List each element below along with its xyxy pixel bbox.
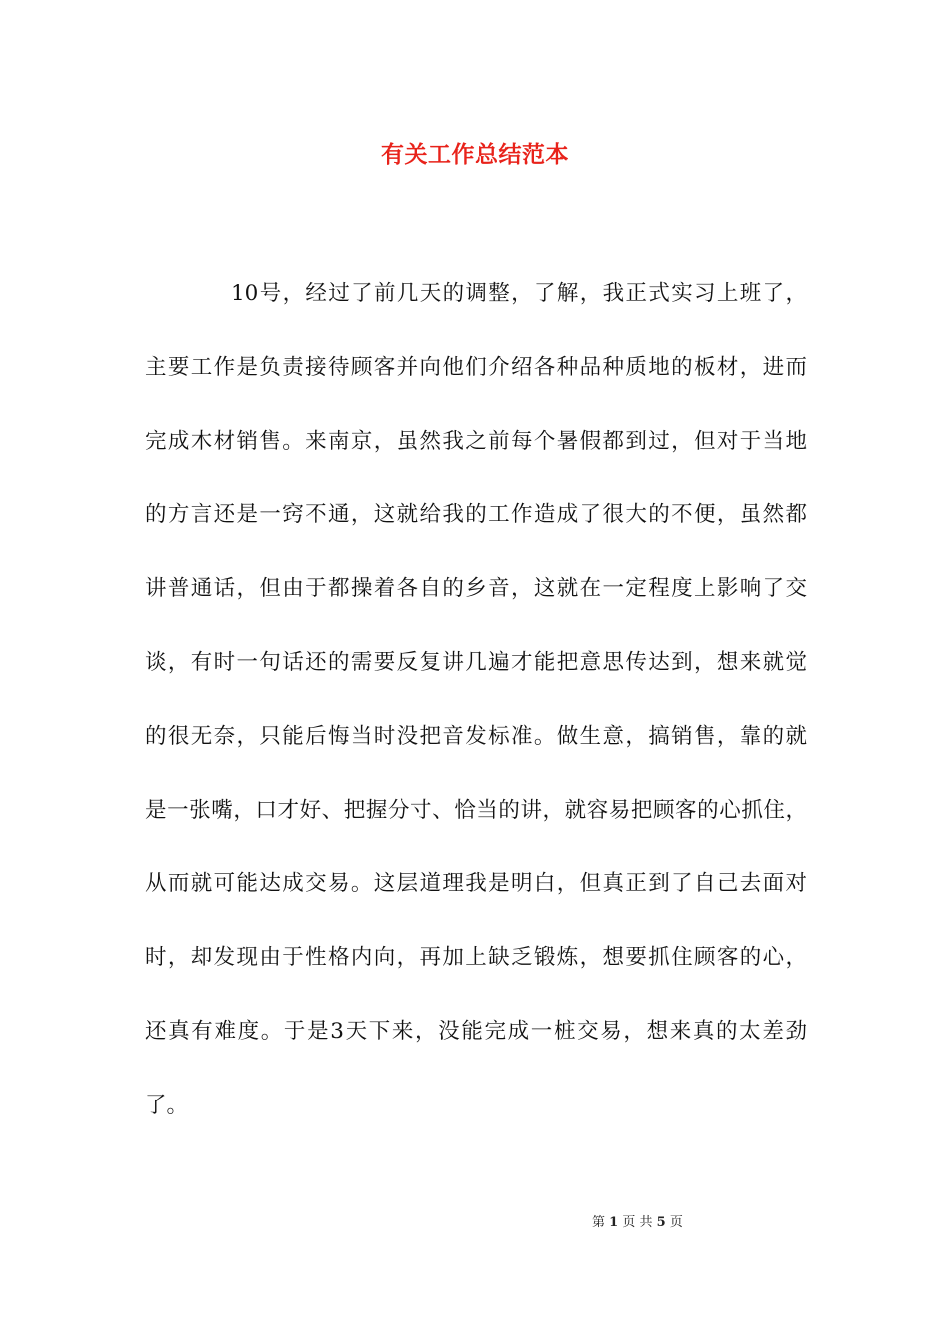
paragraph-line: 10号，经过了前几天的调整，了解，我正式实习上班了， [231,281,807,306]
current-page-number: 1 [609,1215,619,1230]
paragraph-line: 主要工作是负责接待顾客并向他们介绍各种品种质地的板材，进而 [145,354,807,380]
paragraph-line: 时，却发现由于性格内向，再加上缺乏锻炼，想要抓住顾客的心， [145,945,807,971]
footer-middle: 页 共 [622,1215,653,1230]
paragraph-line: 完成木材销售。来南京，虽然我之前每个暑假都到过，但对于当地 [145,428,807,454]
paragraph-line: 谈，有时一句话还的需要反复讲几遍才能把意思传达到，想来就觉 [145,649,807,675]
document-title: 有关工作总结范本 [381,141,569,168]
paragraph-line: 的方言还是一窍不通，这就给我的工作造成了很大的不便，虽然都 [145,502,807,528]
paragraph-line: 是一张嘴，口才好、把握分寸、恰当的讲，就容易把顾客的心抓住， [145,797,807,823]
footer-prefix: 第 [592,1215,606,1230]
footer-suffix: 页 [669,1215,683,1230]
paragraph-line: 了。 [145,1092,189,1118]
total-pages-number: 5 [656,1215,666,1230]
paragraph-line: 的很无奈，只能后悔当时没把音发标准。做生意，搞销售，靠的就 [145,723,807,749]
paragraph-line: 还真有难度。于是3天下来，没能完成一桩交易，想来真的太差劲 [145,1018,807,1044]
paragraph-line: 讲普通话，但由于都操着各自的乡音，这就在一定程度上影响了交 [145,576,807,602]
paragraph-line: 从而就可能达成交易。这层道理我是明白，但真正到了自己去面对 [145,871,807,897]
page-number-footer [592,1211,683,1230]
body-paragraph [145,282,807,1168]
